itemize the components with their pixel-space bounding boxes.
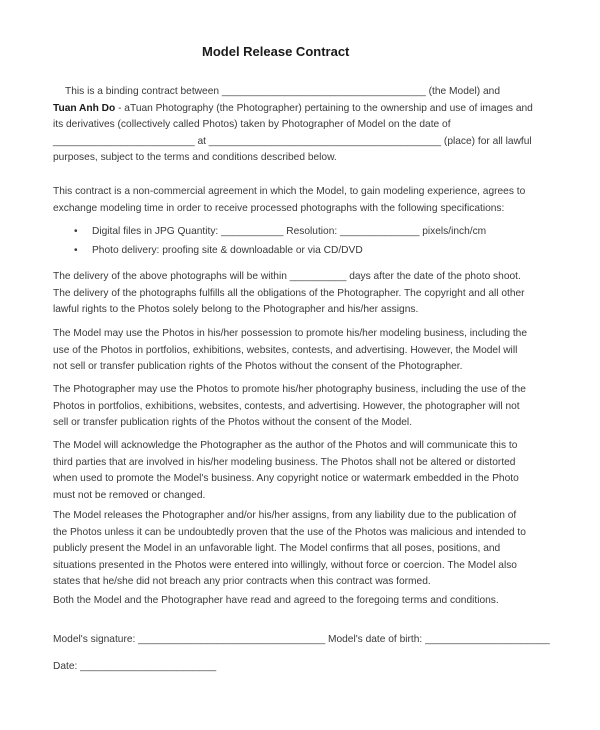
- document-title: Model Release Contract: [202, 44, 350, 59]
- list-item-text: Digital files in JPG Quantity: ___________ Resolution: ______________ pixels/inch/cm: [92, 226, 487, 237]
- intro-line-rest: - aTuan Photography (the Photographer) pertaining to the ownership and use of images and: [115, 102, 533, 114]
- paragraph-line: Both the Model and the Photographer have read and agreed to the foregoing terms and conditions.: [53, 595, 499, 606]
- photographer-use-paragraph: [53, 382, 553, 432]
- paragraph-line: The delivery of the above photographs will be within __________ days after the date of the photo shoot.: [53, 271, 521, 282]
- paragraph-line: lawful rights to the Photos solely belong to the Photographer and his/her assigns.: [53, 304, 419, 315]
- paragraph-line: third parties that are involved in his/her modeling business. The Photos shall not be altered or distorted: [53, 456, 516, 468]
- paragraph-line: The Model releases the Photographer and/or his/her assigns, from any liability due to the publication of: [53, 510, 517, 521]
- paragraph-line: The delivery of the photographs fulfills all the obligations of the Photographer. The copyright and all other: [53, 287, 525, 299]
- noncommercial-paragraph: [53, 184, 553, 217]
- acknowledge-paragraph: [53, 438, 553, 504]
- intro-paragraph: [53, 84, 553, 167]
- paragraph-line: The Model may use the Photos in his/her possession to promote his/her modeling business, including the: [53, 328, 527, 339]
- model-use-paragraph: [53, 326, 553, 376]
- paragraph-line: when used to promote the Model's business. Any copyright notice or watermark embedded in the Photo: [53, 473, 519, 484]
- paragraph-line: exchange modeling time in order to receive processed photographs with the following specifications:: [53, 202, 505, 214]
- paragraph-line: This contract is a non-commercial agreement in which the Model, to gain modeling experience, agrees to: [53, 186, 526, 197]
- intro-line: This is a binding contract between ____________________________________ (the Model) and: [65, 86, 501, 97]
- list-item-text: Photo delivery: proofing site & downloadable or via CD/DVD: [92, 244, 363, 256]
- paragraph-line: sell or transfer publication rights of the Photos without the consent of the Model.: [53, 417, 413, 428]
- agreement-paragraph: [53, 593, 553, 610]
- paragraph-line: situations presented in the Photos were entered into willingly, without force or coercion. The Model also: [53, 559, 517, 571]
- delivery-paragraph: [53, 269, 553, 319]
- paragraph-line: publicly present the Model in an unfavorable light. The Model confirms that all poses, positions, and: [53, 543, 501, 554]
- paragraph-line: use of the Photos in portfolios, exhibitions, websites, contests, and advertising. However, the Model will: [53, 344, 518, 356]
- signature-line: Model's signature: _________________________________ Model's date of birth: ______________________: [53, 634, 550, 645]
- paragraph-line: states that he/she did not breach any prior contracts when this contract was formed.: [53, 576, 431, 587]
- paragraph-line: Photos in portfolios, exhibitions, websites, contests, and advertising. However, the photographer will not: [53, 400, 520, 412]
- intro-line: purposes, subject to the terms and conditions described below.: [53, 152, 337, 163]
- paragraph-line: The Model will acknowledge the Photographer as the author of the Photos and will communicate this to: [53, 440, 518, 451]
- paragraph-line: not sell or transfer publication rights of the Photos without the consent of the Photographer.: [53, 361, 463, 372]
- photographer-name: Tuan Anh Do: [53, 102, 116, 114]
- bullet-icon: •: [74, 244, 78, 256]
- intro-line: [53, 101, 553, 118]
- date-line: Date: ________________________: [53, 661, 217, 672]
- intro-line: its derivatives (collectively called Photos) taken by Photographer of Model on the date of: [53, 119, 451, 130]
- release-paragraph: [53, 508, 553, 591]
- intro-line: _________________________ at _________________________________________ (place) for all lawful: [53, 135, 532, 147]
- paragraph-line: The Photographer may use the Photos to promote his/her photography business, including the use of the: [53, 384, 526, 395]
- paragraph-line: the Photos unless it can be undoubtedly proven that the use of the Photos was malicious and intended to: [53, 526, 526, 538]
- list-item: [74, 223, 554, 242]
- paragraph-line: must not be removed or changed.: [53, 489, 206, 501]
- bullet-icon: •: [74, 226, 78, 237]
- specifications-list: [74, 223, 554, 260]
- list-item: [74, 242, 554, 261]
